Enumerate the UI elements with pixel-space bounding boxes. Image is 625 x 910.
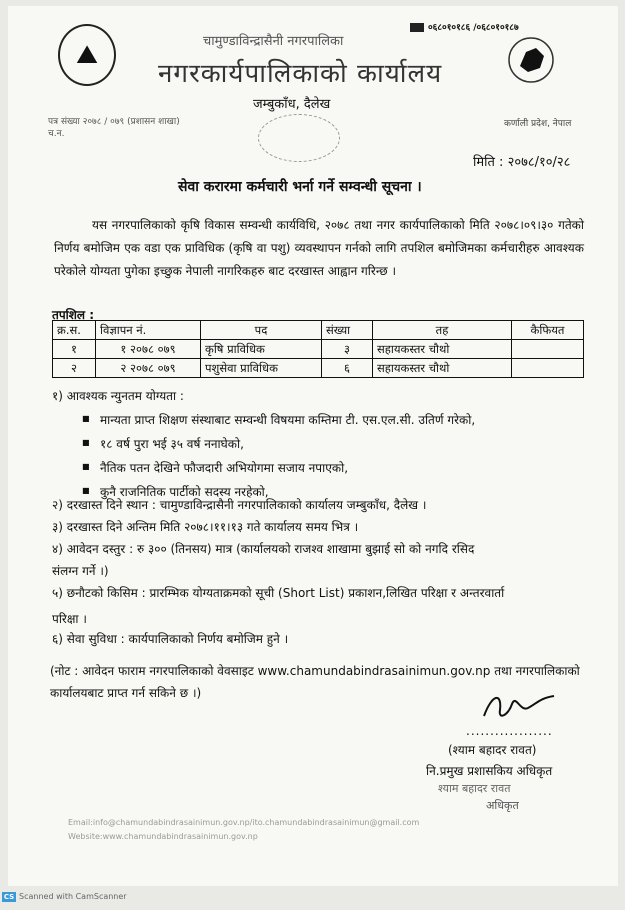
stamp-name: श्याम बहादर रावत bbox=[438, 782, 511, 795]
province-label: कर्णाली प्रदेश, नेपाल bbox=[504, 119, 572, 129]
requirement-item: ■ १८ वर्ष पुरा भई ३५ वर्ष ननाघेको, bbox=[100, 435, 244, 452]
table-row: २ २ २०७८ ०७९ पशुसेवा प्राविधिक ६ सहायकस्तर चौथो bbox=[53, 359, 584, 378]
vacancy-table bbox=[52, 320, 584, 378]
footer-email: Email:info@chamundabindrasainimun.gov.np/ito.chamundabindrasainimun@gmail.com bbox=[68, 818, 420, 827]
col-level: तह bbox=[373, 321, 512, 340]
benefits: ६) सेवा सुविधा : कार्यपालिकाको निर्णय बमोजिम हुने । bbox=[52, 632, 289, 646]
signature bbox=[478, 686, 558, 726]
municipality-name: चामुण्डाविन्द्रासैनी नगरपालिका bbox=[203, 34, 344, 49]
col-post: पद bbox=[201, 321, 322, 340]
requirement-item: ■ मान्यता प्राप्त शिक्षण संस्थाबाट सम्वन्धी विषयमा कम्तिमा टी. एस.एल.सी. उतिर्ण गरेको, bbox=[100, 411, 475, 428]
dispatch-number: च.न. bbox=[48, 129, 65, 139]
intro-paragraph: यस नगरपालिकाको कृषि विकास सम्वन्धी कार्यविधि, २०७८ तथा नगर कार्यपालिकाको मिति २०७८।०९।३० गतेको निर्णय बमोजिम एक वडा एक प्राविधिक (कृषि वा पशु) व्यवस्थापन गर्नको लागि तपशिल बमोजिमका कर्मचारीहरु आवश्यक परेकोले योग्यता पुगेका इच्छुक नेपाली नागरिकहरु बाट दरखास्त आह्वान गरिन्छ । bbox=[54, 218, 584, 278]
deadline: ३) दरखास्त दिने अन्तिम मिति २०७८।११।१३ गते कार्यालय समय भित्र । bbox=[52, 520, 359, 534]
office-address: जम्बुकाँध, दैलेख bbox=[253, 97, 331, 112]
application-fee-cont: संलग्न गर्ने ।) bbox=[52, 564, 109, 578]
application-fee: ४) आवेदन दस्तुर : रु ३०० (तिनसय) मात्र (कार्यालयको राजश्व शाखामा बुझाई सो को नगदि रसिद bbox=[52, 542, 475, 556]
table-header-row bbox=[53, 321, 584, 340]
requirements-heading: १) आवश्यक न्युनतम योग्यता : bbox=[52, 389, 184, 403]
stamp-role: अधिकृत bbox=[486, 799, 519, 812]
signature-line: .................. bbox=[466, 724, 553, 738]
camscanner-watermark: CS Scanned with CamScanner bbox=[3, 892, 127, 901]
col-remarks: कैफियत bbox=[512, 321, 584, 340]
office-title: नगरकार्यपालिकाको कार्यालय bbox=[158, 59, 443, 89]
table-row: १ १ २०७८ ०७९ कृषि प्राविधिक ३ सहायकस्तर चौथो bbox=[53, 340, 584, 359]
signatory-name: (श्याम बहादर रावत) bbox=[448, 743, 537, 757]
col-ad-no: विज्ञापन नं. bbox=[96, 321, 201, 340]
notice-page bbox=[8, 6, 618, 886]
requirement-item: ■ नैतिक पतन देखिने फौजदारी अभियोगमा सजाय नपाएको, bbox=[100, 459, 348, 476]
notice-date: मिति : २०७८/१०/२८ bbox=[473, 155, 571, 170]
selection-method: ५) छनौटको किसिम : प्रारम्भिक योग्यताक्रमको सूची (Short List) प्रकाशन,लिखित परिक्षा र अन्तरवार्ता bbox=[52, 586, 505, 600]
signatory-designation: नि.प्रमुख प्रशासकिय अधिकृत bbox=[426, 764, 553, 778]
col-sn: क्र.स. bbox=[53, 321, 96, 340]
selection-method-cont: परिक्षा । bbox=[52, 612, 87, 626]
reference-number: पत्र संख्या २०७८ / ०७९ (प्रशासन शाखा) bbox=[48, 117, 180, 127]
phone-numbers: ०६८०१०१८६ /०६८०१०१८७ bbox=[410, 20, 519, 33]
note: (नोट : आवेदन फाराम नगरपालिकाको वेवसाइट www.chamundabindrasainimun.gov.np तथा नगरपालिकाको कार्यालयबाट प्राप्त गर्न सकिने छ ।) bbox=[50, 664, 580, 700]
notice-title: सेवा करारमा कर्मचारी भर्ना गर्ने सम्वन्धी सूचना । bbox=[178, 179, 422, 195]
col-count: संख्या bbox=[322, 321, 373, 340]
application-place: २) दरखास्त दिने स्थान : चामुण्डाविन्द्रासैनी नगरपालिकाको कार्यालय जम्बुकाँध, दैलेख । bbox=[52, 498, 427, 512]
table-caption: तपशिल : bbox=[52, 308, 95, 322]
karnali-map-icon bbox=[506, 36, 556, 84]
office-stamp bbox=[258, 114, 340, 162]
camscanner-icon: CS bbox=[3, 893, 15, 901]
nepal-emblem-icon: ⛰ bbox=[58, 24, 116, 86]
requirement-item: ■ कुनै राजनितिक पार्टीको सदस्य नरहेको, bbox=[100, 483, 269, 500]
footer-website: Website:www.chamundabindrasainimun.gov.np bbox=[68, 832, 258, 841]
